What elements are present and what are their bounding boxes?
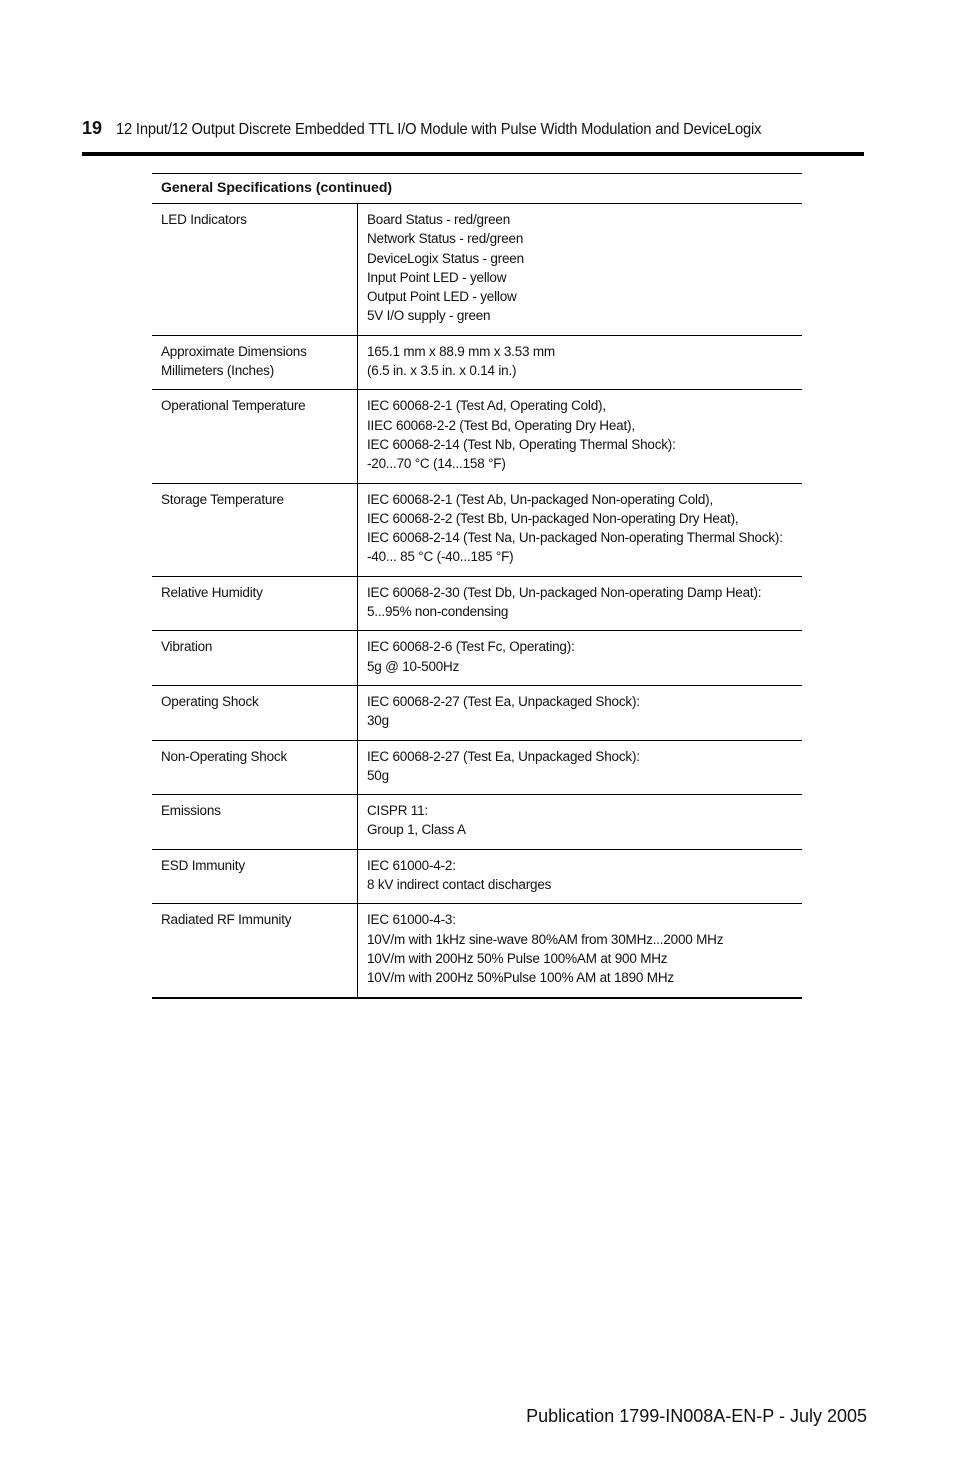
spec-value-line: -20...70 °C (14...158 °F): [367, 456, 506, 472]
spec-value-cell: [358, 740, 803, 795]
spec-value-line: IEC 60068-2-30 (Test Db, Un-packaged Non-operating Damp Heat):: [367, 584, 762, 600]
table-row: [152, 685, 802, 740]
spec-label-cell: [152, 740, 358, 795]
spec-value-line: 8 kV indirect contact discharges: [367, 877, 552, 893]
spec-value-line: 30g: [367, 713, 389, 729]
spec-label-cell: [152, 576, 358, 631]
table-row: [152, 576, 802, 631]
spec-label: Emissions: [161, 803, 221, 819]
spec-value-cell: [358, 390, 803, 483]
spec-value-line: IEC 60068-2-6 (Test Fc, Operating):: [367, 639, 575, 655]
spec-value-cell: [358, 631, 803, 686]
spec-value-line: IEC 60068-2-14 (Test Na, Un-packaged Non-operating Thermal Shock):: [367, 530, 783, 546]
spec-value-line: IEC 60068-2-27 (Test Ea, Unpackaged Shock):: [367, 693, 640, 709]
spec-value-line: Group 1, Class A: [367, 822, 466, 838]
page-header: [82, 118, 864, 139]
spec-value-line: CISPR 11:: [367, 803, 428, 819]
spec-value-line: IEC 60068-2-27 (Test Ea, Unpackaged Shock):: [367, 748, 640, 764]
table-row: [152, 631, 802, 686]
spec-label-cell: [152, 335, 358, 390]
spec-label: Approximate Dimensions: [161, 343, 307, 359]
page-number: 19: [82, 118, 103, 138]
spec-value-line: 165.1 mm x 88.9 mm x 3.53 mm: [367, 343, 555, 359]
spec-value-line: 5V I/O supply - green: [367, 308, 491, 324]
spec-label: Vibration: [161, 639, 213, 655]
table-body: [152, 204, 802, 998]
spec-value-line: IEC 60068-2-14 (Test Nb, Operating Thermal Shock):: [367, 436, 676, 452]
spec-value-line: Output Point LED - yellow: [367, 289, 517, 305]
spec-label-cell: [152, 390, 358, 483]
document-title: 12 Input/12 Output Discrete Embedded TTL I/O Module with Pulse Width Modulation and DeviceLogix: [116, 121, 762, 138]
spec-value-cell: [358, 483, 803, 576]
table-row: [152, 335, 802, 390]
table-row: [152, 849, 802, 904]
spec-value-line: 50g: [367, 767, 389, 783]
table-row: [152, 904, 802, 998]
spec-value-cell: [358, 904, 803, 998]
spec-label-cell: [152, 685, 358, 740]
spec-value-line: Input Point LED - yellow: [367, 269, 507, 285]
spec-value-line: (6.5 in. x 3.5 in. x 0.14 in.): [367, 363, 517, 379]
spec-value-line: IEC 60068-2-2 (Test Bb, Un-packaged Non-operating Dry Heat),: [367, 510, 739, 526]
table-heading: General Specifications (continued): [152, 174, 802, 204]
table-row: [152, 740, 802, 795]
spec-value-line: IEC 61000-4-2:: [367, 857, 456, 873]
spec-value-line: Network Status - red/green: [367, 231, 524, 247]
spec-value-cell: [358, 576, 803, 631]
spec-value-line: 5g @ 10-500Hz: [367, 658, 460, 674]
spec-label: ESD Immunity: [161, 857, 245, 873]
header-rule: [82, 152, 864, 156]
spec-value-line: DeviceLogix Status - green: [367, 250, 524, 266]
spec-value-line: 5...95% non-condensing: [367, 604, 509, 620]
spec-label-cell: [152, 483, 358, 576]
spec-value-line: 10V/m with 1kHz sine-wave 80%AM from 30MHz...2000 MHz: [367, 931, 724, 947]
table-row: [152, 795, 802, 850]
spec-value-cell: [358, 795, 803, 850]
spec-label-cell: [152, 849, 358, 904]
spec-label: LED Indicators: [161, 212, 247, 227]
spec-label-cell: [152, 631, 358, 686]
publication-footer: Publication 1799-IN008A-EN-P - July 2005: [526, 1406, 867, 1426]
spec-label-cell: [152, 904, 358, 998]
table-row: [152, 390, 802, 483]
spec-value-cell: [358, 335, 803, 390]
spec-value-line: Board Status - red/green: [367, 212, 511, 227]
spec-label: Operating Shock: [161, 693, 259, 709]
spec-value-cell: [358, 849, 803, 904]
spec-label-cell: [152, 795, 358, 850]
spec-value-line: IEC 60068-2-1 (Test Ab, Un-packaged Non-operating Cold),: [367, 491, 713, 507]
spec-value-cell: [358, 685, 803, 740]
table-header-row: [152, 174, 802, 204]
spec-label: Storage Temperature: [161, 491, 284, 507]
spec-label: Radiated RF Immunity: [161, 912, 292, 928]
spec-value-line: 10V/m with 200Hz 50%Pulse 100% AM at 1890 MHz: [367, 970, 674, 986]
table-row: [152, 204, 802, 336]
spec-value-line: IIEC 60068-2-2 (Test Bd, Operating Dry Heat),: [367, 417, 635, 433]
spec-label: Millimeters (Inches): [161, 363, 275, 379]
spec-label: Operational Temperature: [161, 398, 306, 414]
spec-value-line: 10V/m with 200Hz 50% Pulse 100%AM at 900 MHz: [367, 950, 668, 966]
spec-value-line: IEC 60068-2-1 (Test Ad, Operating Cold),: [367, 398, 606, 414]
spec-value-cell: [358, 204, 803, 336]
spec-value-line: IEC 61000-4-3:: [367, 912, 456, 928]
spec-label: Non-Operating Shock: [161, 748, 288, 764]
spec-value-line: -40... 85 °C (-40...185 °F): [367, 549, 514, 565]
spec-label-cell: [152, 204, 358, 336]
spec-label: Relative Humidity: [161, 584, 263, 600]
table-row: [152, 483, 802, 576]
specifications-table: [152, 173, 802, 999]
